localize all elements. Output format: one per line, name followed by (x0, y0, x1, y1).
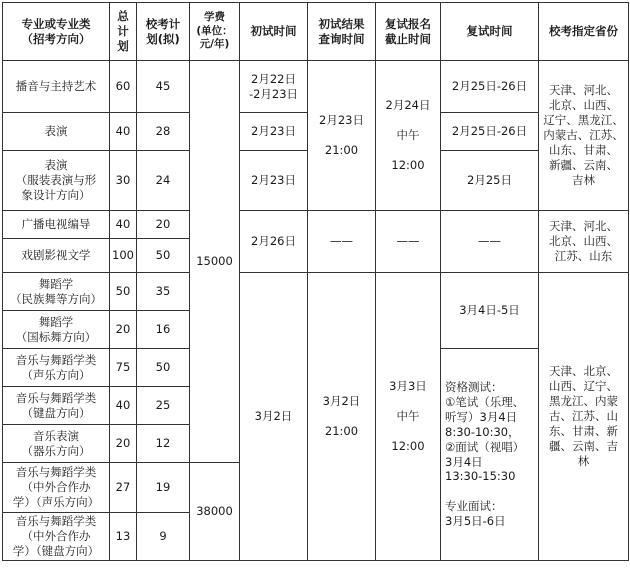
table-row (3, 61, 629, 113)
prelim-result-cell: 2月23日 21:00 (308, 61, 376, 211)
tuition-standard-cell: 15000 (190, 61, 240, 463)
major-cell: 音乐表演 （器乐方向） (3, 425, 110, 463)
major-cell: 表演 (3, 113, 110, 151)
tuition-joint-cell: 38000 (190, 463, 240, 561)
total-plan-cell: 75 (110, 349, 137, 387)
total-plan-cell: 13 (110, 513, 137, 561)
retest-time-cell: 2月25日-26日 (441, 61, 539, 113)
prelim-time-cell: 3月2日 (240, 273, 308, 561)
retest-time-cell: 资格测试： ①笔试（乐理、 听写）3月4日 8:30-10:30， ②面试（视唱） 3月4日 13:30-15:30 专业面试： 3月5日-6日 (441, 349, 539, 561)
retest-deadline-cell: 2月24日 中午 12:00 (376, 61, 441, 211)
retest-time-cell: 2月25日-26日 (441, 113, 539, 151)
retest-deadline-cell: 3月3日 中午 12:00 (376, 273, 441, 561)
major-cell: 舞蹈学 （民族舞等方向） (3, 273, 110, 311)
header-prelim-result: 初试结果 查询时间 (308, 3, 376, 61)
retest-time-cell: 3月4日-5日 (441, 273, 539, 349)
provinces-cell: 天津、河北、 北京、山西、 辽宁、黑龙江、 内蒙古、江苏、 山东、甘肃、 新疆、云南、 吉林 (539, 61, 629, 211)
total-plan-cell: 100 (110, 239, 137, 273)
major-cell: 舞蹈学 （国标舞方向） (3, 311, 110, 349)
total-plan-cell: 40 (110, 113, 137, 151)
header-retest-deadline: 复试报名 截止时间 (376, 3, 441, 61)
header-row (3, 3, 629, 61)
total-plan-cell: 27 (110, 463, 137, 513)
retest-time-cell: —— (441, 211, 539, 273)
school-plan-cell: 24 (137, 151, 190, 211)
header-major: 专业或专业类 （招考方向） (3, 3, 110, 61)
school-plan-cell: 25 (137, 387, 190, 425)
prelim-time-cell: 2月22日 -2月23日 (240, 61, 308, 113)
major-cell: 音乐与舞蹈学类 （键盘方向） (3, 387, 110, 425)
school-plan-cell: 16 (137, 311, 190, 349)
header-prelim-time: 初试时间 (240, 3, 308, 61)
admissions-schedule-table (2, 2, 629, 561)
provinces-cell: 天津、北京、 山西、辽宁、 黑龙江、内蒙 古、江苏、山 东、甘肃、新 疆、云南、吉 林 (539, 273, 629, 561)
total-plan-cell: 30 (110, 151, 137, 211)
prelim-time-cell: 2月23日 (240, 151, 308, 211)
prelim-result-cell: —— (308, 211, 376, 273)
school-plan-cell: 9 (137, 513, 190, 561)
header-total-plan: 总 计 划 (110, 3, 137, 61)
major-cell: 播音与主持艺术 (3, 61, 110, 113)
major-cell: 戏剧影视文学 (3, 239, 110, 273)
major-cell: 广播电视编导 (3, 211, 110, 239)
prelim-result-cell: 3月2日 21:00 (308, 273, 376, 561)
header-provinces: 校考指定省份 (539, 3, 629, 61)
total-plan-cell: 60 (110, 61, 137, 113)
table-row (3, 273, 629, 311)
school-plan-cell: 20 (137, 211, 190, 239)
school-plan-cell: 45 (137, 61, 190, 113)
major-cell: 音乐与舞蹈学类 （中外合作办 学）（键盘方向） (3, 513, 110, 561)
school-plan-cell: 35 (137, 273, 190, 311)
total-plan-cell: 20 (110, 425, 137, 463)
provinces-cell: 天津、河北、 北京、山西、 江苏、山东 (539, 211, 629, 273)
school-plan-cell: 50 (137, 349, 190, 387)
retest-deadline-cell: —— (376, 211, 441, 273)
major-cell: 表演 （服装表演与形 象设计方向） (3, 151, 110, 211)
major-cell: 音乐与舞蹈学类 （中外合作办 学）（声乐方向） (3, 463, 110, 513)
total-plan-cell: 40 (110, 211, 137, 239)
major-cell: 音乐与舞蹈学类 （声乐方向） (3, 349, 110, 387)
prelim-time-cell: 2月23日 (240, 113, 308, 151)
total-plan-cell: 20 (110, 311, 137, 349)
school-plan-cell: 28 (137, 113, 190, 151)
prelim-time-cell: 2月26日 (240, 211, 308, 273)
retest-time-cell: 2月25日 (441, 151, 539, 211)
school-plan-cell: 50 (137, 239, 190, 273)
school-plan-cell: 12 (137, 425, 190, 463)
header-retest-time: 复试时间 (441, 3, 539, 61)
total-plan-cell: 50 (110, 273, 137, 311)
total-plan-cell: 40 (110, 387, 137, 425)
header-school-plan: 校考计 划(拟) (137, 3, 190, 61)
school-plan-cell: 19 (137, 463, 190, 513)
table-row (3, 211, 629, 239)
header-tuition: 学费 (单位： 元/年) (190, 3, 240, 61)
